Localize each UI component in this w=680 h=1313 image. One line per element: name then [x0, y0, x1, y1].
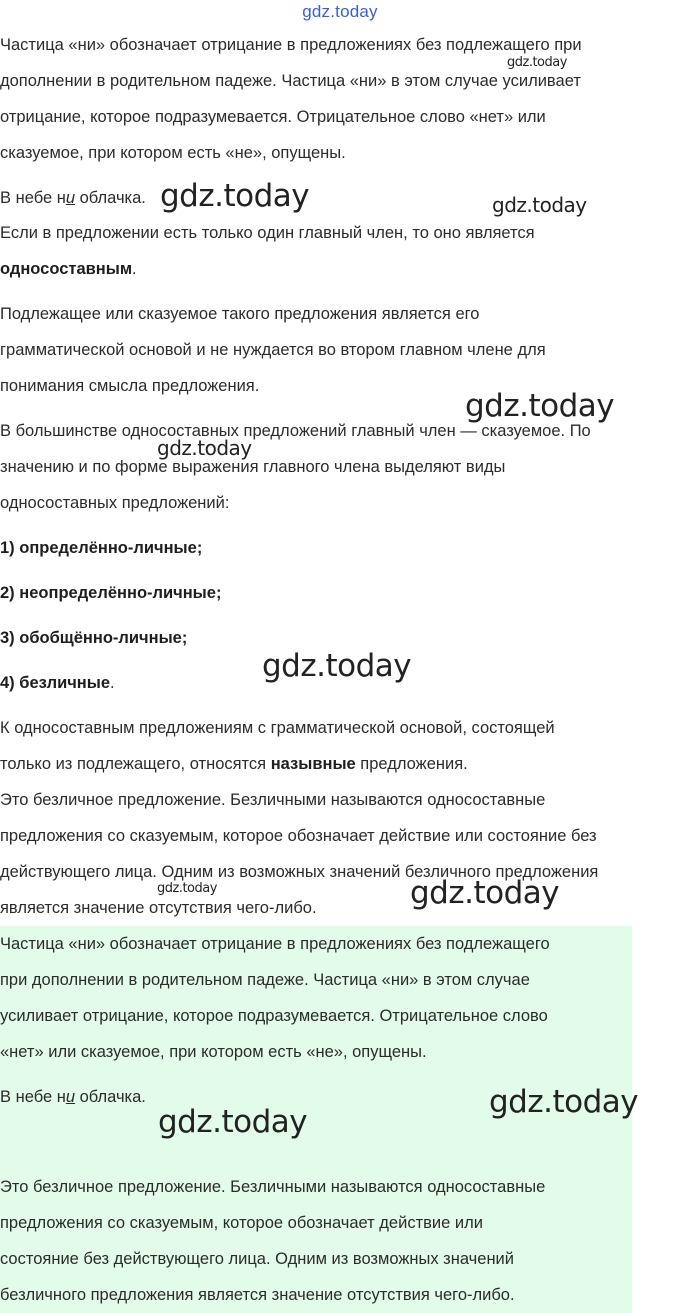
- text-line: Частица «ни» обозначает отрицание в предложениях без подлежащего при: [0, 36, 582, 54]
- text-line: усиливает отрицание, которое подразумевается. Отрицательное слово: [0, 1007, 548, 1025]
- watermark: gdz.today: [492, 193, 587, 217]
- paragraph-impersonal: [0, 782, 676, 926]
- example-after: облачка.: [75, 189, 146, 207]
- text-line: односоставных предложений:: [0, 494, 230, 512]
- example-before: В небе н: [0, 1088, 66, 1106]
- answer-paragraph-impersonal: [0, 1169, 676, 1313]
- paragraph-nominative: [0, 710, 676, 782]
- watermark: gdz.today: [160, 178, 310, 214]
- text-line: при дополнении в родительном падеже. Частица «ни» в этом случае: [0, 971, 530, 989]
- text-line: предложения со сказуемым, которое обозначает действие или состояние без: [0, 827, 597, 845]
- text-line: действующего лица. Одним из возможных значений безличного предложения: [0, 863, 599, 881]
- text-line: является значение отсутствия чего-либо.: [0, 899, 317, 917]
- punct: ;: [215, 584, 222, 602]
- watermark: gdz.today: [465, 388, 615, 424]
- type-label: 1) определённо-личные: [0, 539, 197, 557]
- watermark: gdz.today: [410, 875, 560, 911]
- example-particle: и: [65, 189, 76, 207]
- watermark: gdz.today: [157, 881, 217, 896]
- text-line: Это безличное предложение. Безличными называются односоставные: [0, 791, 546, 809]
- answer-paragraph-particle: [0, 926, 676, 1070]
- example-particle: и: [65, 1088, 76, 1106]
- text-line: сказуемое, при котором есть «не», опущены.: [0, 144, 346, 162]
- watermark: gdz.today: [157, 436, 252, 460]
- text-line: Это безличное предложение. Безличными называются односоставные: [0, 1178, 546, 1196]
- types-list-item: [0, 530, 676, 566]
- paragraph-types-intro: [0, 413, 676, 521]
- type-label: 3) обобщённо-личные: [0, 629, 182, 647]
- example-after: облачка.: [75, 1088, 146, 1106]
- punct: ;: [181, 629, 188, 647]
- text-line: дополнении в родительном падеже. Частица «ни» в этом случае усиливает: [0, 72, 581, 90]
- text-line: безличного предложения является значение отсутствия чего-либо.: [0, 1286, 515, 1304]
- punct: .: [132, 260, 137, 278]
- watermark: gdz.today: [507, 55, 567, 70]
- text-line: Частица «ни» обозначает отрицание в предложениях без подлежащего: [0, 935, 550, 953]
- text-line: «нет» или сказуемое, при котором есть «не», опущены.: [0, 1043, 427, 1061]
- text-line: понимания смысла предложения.: [0, 377, 260, 395]
- type-label: 2) неопределённо-личные: [0, 584, 216, 602]
- punct: .: [110, 674, 115, 692]
- watermark: gdz.today: [262, 648, 412, 684]
- term-bold: назывные: [270, 755, 356, 773]
- punct: ;: [196, 539, 203, 557]
- example-before: В небе н: [0, 189, 66, 207]
- paragraph-one-member: [0, 215, 676, 287]
- watermark: gdz.today: [158, 1104, 308, 1140]
- text-line: отрицание, которое подразумевается. Отрицательное слово «нет» или: [0, 108, 546, 126]
- text-line: Подлежащее или сказуемое такого предложения является его: [0, 305, 480, 323]
- text-fragment: предложения.: [355, 755, 468, 773]
- watermark: gdz.today: [489, 1084, 639, 1120]
- term-bold: односоставным: [0, 260, 133, 278]
- types-list-item: [0, 575, 676, 611]
- text-line: К односоставным предложениям с грамматической основой, состоящей: [0, 719, 555, 737]
- text-line: предложения со сказуемым, которое обозначает действие или: [0, 1214, 483, 1232]
- type-label: 4) безличные: [0, 674, 111, 692]
- text-fragment: только из подлежащего, относятся: [0, 755, 271, 773]
- paragraph-particle-ni: [0, 27, 676, 171]
- text-line: грамматической основой и не нуждается во втором главном члене для: [0, 341, 546, 359]
- text-line: состояние без действующего лица. Одним из возможных значений: [0, 1250, 514, 1268]
- text-line: В большинстве односоставных предложений главный член — сказуемое. По: [0, 422, 591, 440]
- text-line: значению и по форме выражения главного члена выделяют виды: [0, 458, 506, 476]
- text-line: Если в предложении есть только один главный член, то оно является: [0, 224, 535, 242]
- site-logo[interactable]: gdz.today: [302, 2, 378, 21]
